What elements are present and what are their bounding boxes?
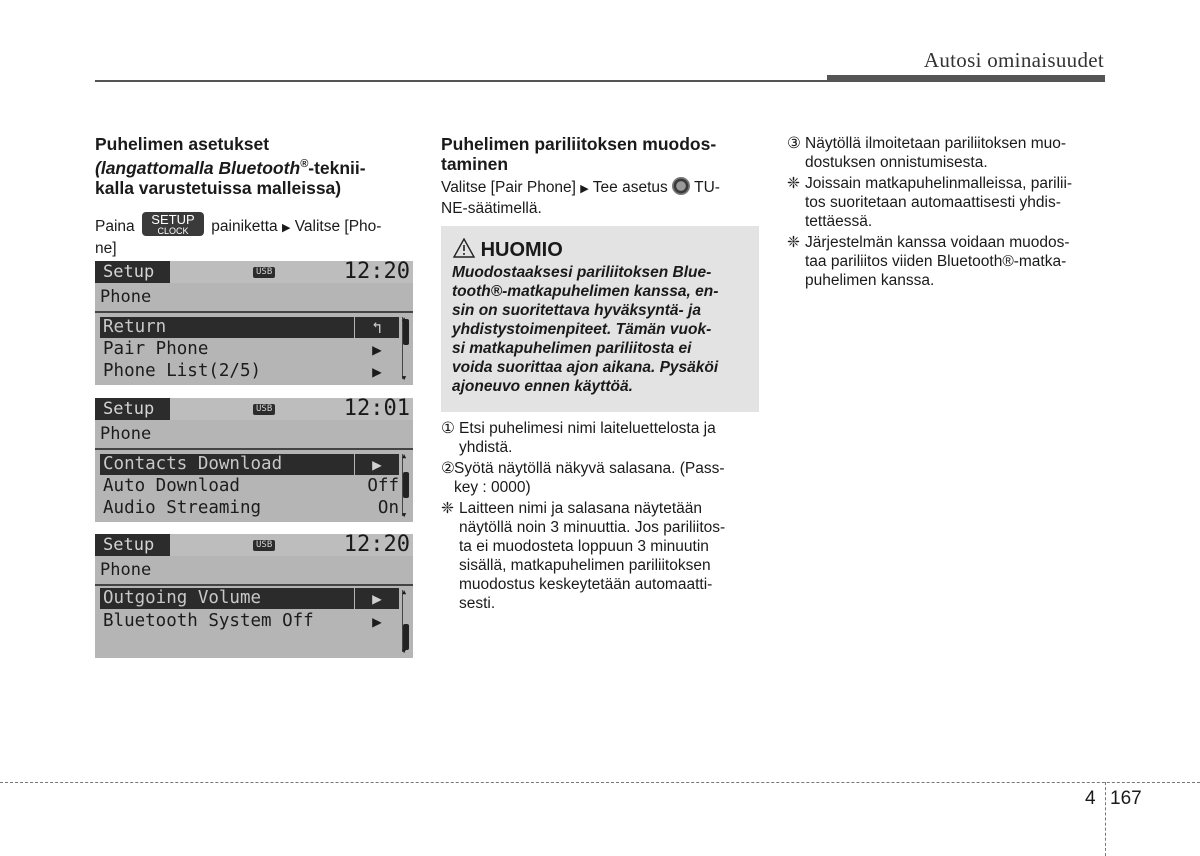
note-line: ta ei muodosteta loppuun 3 minuutin (459, 538, 709, 555)
note-line: muodostus keskeytetään automaatti- (459, 576, 713, 593)
note-marker: ❈ (787, 175, 800, 192)
caution-line: ajoneuvo ennen käyttöä. (452, 378, 633, 395)
note-line: Järjestelmän kanssa voidaan muodos- (805, 234, 1070, 251)
note-line: tos suoritetaan automaattisesti yhdis- (805, 194, 1061, 211)
scrollbar[interactable] (402, 588, 410, 655)
note-max-phones (787, 233, 1105, 290)
screen-clock: 12:20 (343, 532, 410, 557)
note-line: näytöllä noin 3 minuuttia. Jos pariliitos- (459, 519, 726, 536)
screen-title: Phone (100, 287, 152, 307)
auto-download-value: Off (367, 476, 399, 496)
scrollbar-thumb[interactable] (403, 472, 409, 498)
step-line: yhdistä. (459, 439, 513, 456)
usb-icon: USB (253, 404, 275, 415)
menu-item-contacts-download[interactable]: Contacts Download (100, 454, 354, 475)
step-marker: ② (441, 460, 455, 477)
footer-vertical-divider (1105, 782, 1106, 856)
header-bar (827, 75, 1105, 82)
audio-streaming-value: On (377, 498, 399, 518)
scroll-down-icon: ▼ (402, 647, 407, 655)
screen-clock: 12:20 (343, 259, 410, 284)
setup-clock-button: SETUP CLOCK (142, 212, 204, 236)
caution-line: sin on suoritettava hyväksyntä- ja (452, 302, 701, 319)
screen-setup-label: Setup (95, 534, 170, 556)
chevron-right-icon: ▶ (372, 340, 382, 359)
step-line: Syötä näytöllä näkyvä salasana. (Pass- (454, 460, 725, 477)
pairing-intro: Valitse [Pair Phone] ▶ Tee asetus TU- NE-säätimellä. (441, 178, 759, 218)
usb-icon: USB (253, 267, 275, 278)
caution-line: si matkapuhelimen pariliitosta ei (452, 340, 692, 357)
phone-menu-screen-2 (95, 398, 413, 522)
scroll-up-icon: ▲ (402, 452, 407, 460)
warning-triangle-icon (453, 238, 475, 264)
header-rule (95, 80, 827, 82)
note-marker: ❈ (441, 500, 454, 517)
return-icon: ↰ (355, 317, 399, 338)
caution-box (441, 226, 759, 412)
section-heading-phone-settings: Puhelimen asetukset (langattomalla Bluetooth®-teknii- kalla varustetuissa malleissa) (95, 134, 366, 198)
note-line: puhelimen kanssa. (805, 272, 935, 289)
scrollbar[interactable] (402, 452, 410, 519)
section-heading-pairing: Puhelimen pariliitoksen muodos- taminen (441, 134, 717, 174)
chapter-number: 4 (1085, 788, 1096, 809)
screen-title: Phone (100, 560, 152, 580)
menu-item-outgoing-volume[interactable]: Outgoing Volume (100, 588, 354, 609)
menu-item-audio-streaming[interactable]: Audio Streaming (103, 498, 262, 518)
step-marker: ③ (787, 135, 801, 152)
column-middle (441, 134, 759, 612)
screen-setup-label: Setup (95, 261, 170, 283)
menu-item-phone-list[interactable]: Phone List(2/5) (103, 361, 262, 381)
caution-line: Muodostaaksesi pariliitoksen Blue- (452, 264, 712, 281)
note-line: tettäessä. (805, 213, 873, 230)
step-line: key : 0000) (454, 479, 531, 496)
step-line: Etsi puhelimesi nimi laiteluettelosta ja (459, 420, 716, 437)
column-left (95, 134, 413, 655)
phone-menu-screen-3 (95, 534, 413, 658)
column-right (787, 134, 1105, 290)
screen-divider (95, 584, 413, 586)
step-3 (787, 134, 1105, 172)
note-line: sisällä, matkapuhelimen pariliitoksen (459, 557, 711, 574)
screen-title: Phone (100, 424, 152, 444)
caution-text (452, 263, 750, 396)
note-marker: ❈ (787, 234, 800, 251)
caution-line: yhdistystoimenpiteet. Tämän vuok- (452, 321, 712, 338)
tune-knob-icon (672, 177, 690, 195)
scrollbar[interactable] (402, 317, 410, 382)
header-title: Autosi ominaisuudet (923, 48, 1104, 72)
caution-line: voida suorittaa ajon aikana. Pysäköi (452, 359, 719, 376)
chevron-right-icon: ▶ (355, 454, 399, 475)
screen-setup-label: Setup (95, 398, 170, 420)
note-line: Joissain matkapuhelinmalleissa, parilii- (805, 175, 1073, 192)
chevron-right-icon: ▶ (372, 362, 382, 381)
scroll-down-icon: ▼ (402, 511, 407, 519)
screen-divider (95, 311, 413, 313)
arrow-right-icon: ▶ (281, 221, 291, 234)
press-instruction: Paina SETUP CLOCK painiketta ▶ Valitse [Pho- ne] (95, 211, 382, 257)
page-number: 167 (1110, 788, 1142, 809)
chevron-right-icon: ▶ (372, 612, 382, 631)
step-line: Näytöllä ilmoitetaan pariliitoksen muo- (805, 135, 1067, 152)
note-line: Laitteen nimi ja salasana näytetään (459, 500, 702, 517)
menu-item-bluetooth-system-off[interactable]: Bluetooth System Off (103, 611, 314, 631)
menu-item-auto-download[interactable]: Auto Download (103, 476, 240, 496)
screen-clock: 12:01 (343, 396, 410, 421)
menu-item-pair-phone[interactable]: Pair Phone (103, 339, 209, 359)
scroll-up-icon: ▲ (402, 588, 407, 596)
note-line: taa pariliitos viiden Bluetooth®-matka- (805, 253, 1067, 270)
step-line: dostuksen onnistumisesta. (805, 154, 988, 171)
step-2 (441, 459, 759, 497)
step-1 (441, 419, 759, 457)
chevron-right-icon: ▶ (355, 588, 399, 609)
menu-item-return[interactable]: Return (100, 317, 354, 338)
note-line: sesti. (459, 595, 496, 612)
note-timeout (441, 499, 759, 613)
caution-line: tooth®-matkapuhelimen kanssa, en- (452, 283, 719, 300)
usb-icon: USB (253, 540, 275, 551)
arrow-right-icon: ▶ (580, 183, 589, 195)
scrollbar-thumb[interactable] (403, 319, 409, 345)
screen-divider (95, 448, 413, 450)
scroll-down-icon: ▼ (402, 374, 407, 382)
step-marker: ① (441, 420, 455, 437)
note-auto-pair (787, 174, 1105, 231)
pairing-steps (441, 419, 759, 613)
footer-divider (0, 782, 1200, 783)
phone-menu-screen-1 (95, 261, 413, 385)
caution-heading: HUOMIO (453, 236, 563, 262)
